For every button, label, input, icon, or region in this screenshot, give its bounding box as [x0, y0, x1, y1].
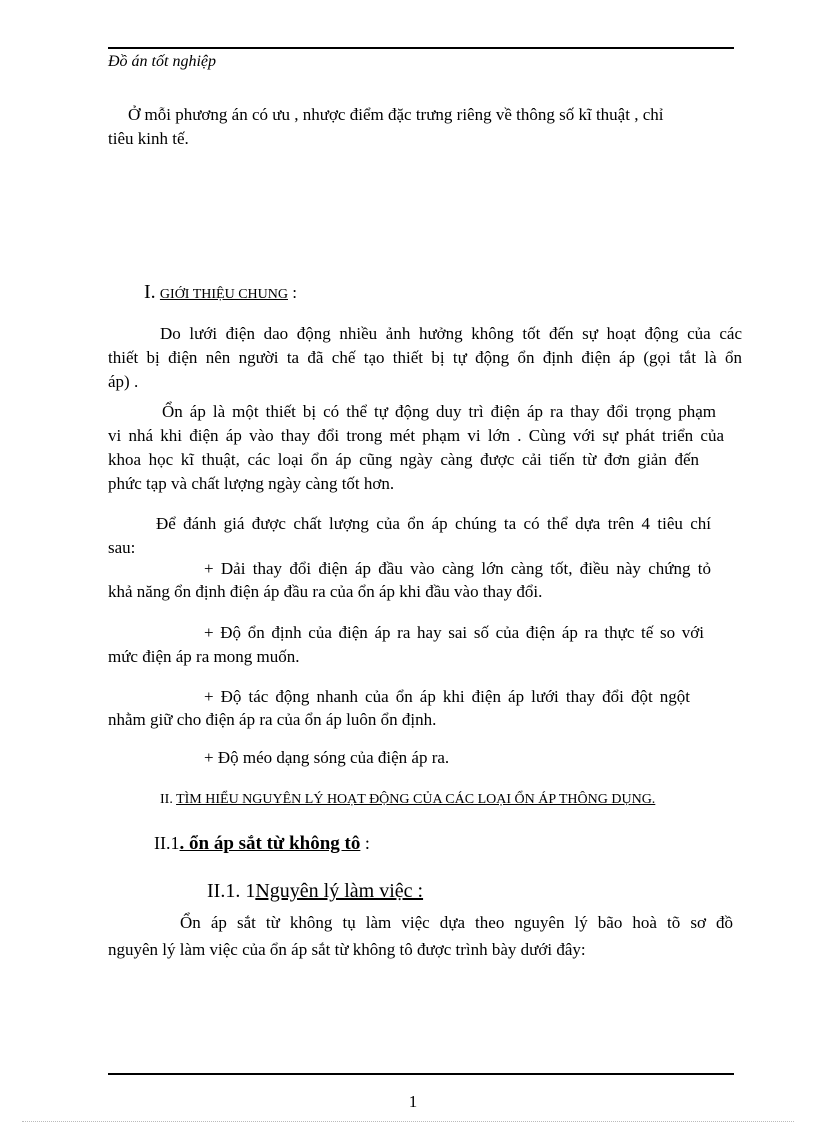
section-2-title: TÌM HIỂU NGUYÊN LÝ HOẠT ĐỘNG CỦA CÁC LOẠI ỔN ÁP THÔNG DỤNG. — [176, 792, 656, 807]
criterion-4-line-1: + Độ méo dạng sóng của điện áp ra. — [204, 748, 450, 767]
section-1-suffix: : — [287, 283, 297, 302]
section-2-1-1-title: Nguyên lý làm việc : — [255, 880, 424, 902]
criterion-1-line-1: + Dải thay đổi điện áp đầu vào càng lớn càng tốt, điều này chứng tỏ — [204, 559, 711, 578]
section-2-1-1-line-2: nguyên lý làm việc của ổn áp sắt từ không tô được trình bày dưới đây: — [108, 940, 586, 959]
para-2-line-1: Ổn áp là một thiết bị có thể tự động duy trì điện áp ra thay đổi trọng phạm — [162, 402, 716, 421]
para-2-line-2: vi nhá khi điện áp vào thay đổi trong mét phạm vi lớn . Cùng với sự phát triển của — [108, 426, 724, 445]
para-1-line-1: Do lưới điện dao động nhiều ảnh hưởng không tốt đến sự hoạt động của các — [160, 324, 742, 343]
header-title: Đồ án tốt nghiệp — [108, 53, 216, 70]
section-2-heading — [160, 790, 655, 810]
page-number: 1 — [408, 1092, 418, 1111]
section-2-1-number: II.1 — [154, 833, 180, 853]
section-1-title: GIỚI THIỆU CHUNG — [159, 287, 288, 302]
section-2-1-1-number: II.1. 1 — [207, 880, 256, 902]
section-2-numeral: II. — [160, 792, 173, 807]
footer-rule — [108, 1073, 734, 1075]
section-2-1-1-heading — [207, 877, 423, 905]
section-2-1-title: . ổn áp sắt từ không tô — [179, 833, 361, 854]
para-3-line-2: sau: — [108, 538, 136, 557]
intro-line-1: Ở mỗi phương án có ưu , nhược điểm đặc trưng riêng về thông số kĩ thuật , chỉ — [128, 105, 664, 124]
intro-line-2: tiêu kinh tế. — [108, 129, 189, 148]
para-3-line-1: Để đánh giá được chất lượng của ổn áp chúng ta có thể dựa trên 4 tiêu chí — [156, 514, 711, 533]
para-2-line-3: khoa học kĩ thuật, các loại ổn áp cũng ngày càng được cải tiến từ đơn giản đến — [108, 450, 699, 469]
criterion-3-line-2: nhằm giữ cho điện áp ra của ổn áp luôn ổn định. — [108, 710, 437, 729]
para-1-line-3: áp) . — [108, 372, 139, 391]
criterion-2-line-2: mức điện áp ra mong muốn. — [108, 647, 300, 666]
section-1-numeral: I. — [144, 281, 156, 303]
header-rule — [108, 47, 734, 49]
section-2-1-suffix: : — [360, 833, 370, 853]
criterion-1-line-2: khả năng ổn định điện áp đầu ra của ổn áp khi đầu vào thay đổi. — [108, 582, 543, 601]
criterion-3-line-1: + Độ tác động nhanh của ổn áp khi điện áp lưới thay đổi đột ngột — [204, 687, 690, 706]
section-2-1-1-line-1: Ổn áp sắt từ không tụ làm việc dựa theo nguyên lý bão hoà tõ sơ đồ — [180, 913, 733, 932]
criterion-2-line-1: + Độ ổn định của điện áp ra hay sai số của điện áp ra thực tế so với — [204, 623, 704, 642]
page-edge-divider — [22, 1121, 794, 1122]
section-2-1-heading — [154, 830, 370, 858]
section-1-heading — [144, 280, 297, 307]
para-2-line-4: phức tạp và chất lượng ngày càng tốt hơn. — [108, 474, 395, 493]
para-1-line-2: thiết bị điện nên người ta đã chế tạo thiết bị tự động ổn định điện áp (gọi tắt là ổn — [108, 348, 742, 367]
